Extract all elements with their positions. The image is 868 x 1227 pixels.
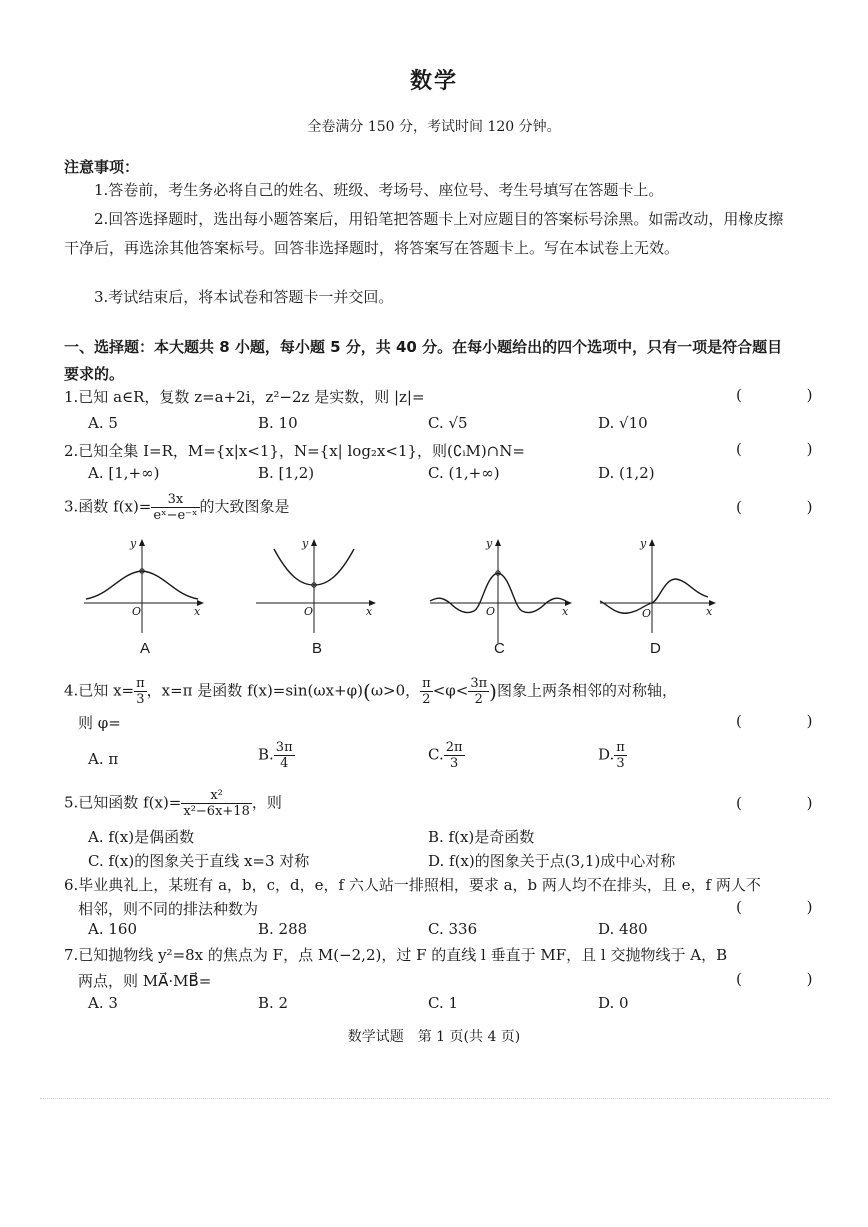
q3-stem-prefix: 3.函数 f(x)= <box>64 497 152 516</box>
q7-option-a: A. 3 <box>88 994 118 1012</box>
q4-option-b-frac <box>274 740 295 771</box>
q1-option-a: A. 5 <box>88 414 118 432</box>
q7-stem-line1: 7.已知抛物线 y²=8x 的焦点为 F，点 M(−2,2)，过 F 的直线 l 垂直于 MF，且 l 交抛物线于 A，B <box>64 946 728 964</box>
notice-item-2: 2.回答选择题时，选出每小题答案后，用铅笔把答题卡上对应题目的答案标号涂黑。如需改动，用橡皮擦干净后，再选涂其他答案标号。回答非选择题时，将答案写在答题卡上。写在本试卷上无效。 <box>64 210 784 257</box>
q2-option-d: D. (1,2) <box>598 464 655 482</box>
q3d-y-label: y <box>640 537 647 550</box>
notice-item-1: 1.答卷前，考生务必将自己的姓名、班级、考场号、座位号、考生号填写在答题卡上。 <box>94 181 664 199</box>
q5-frac-numerator: x² <box>181 788 251 804</box>
q3-graph-b-label: B <box>312 640 323 657</box>
q7-option-c: C. 1 <box>428 994 459 1012</box>
q4-frac-3pi-2-den: 2 <box>474 692 483 707</box>
q3b-y-label: y <box>302 537 309 550</box>
q4-option-d-frac <box>614 740 627 771</box>
q4-stem-line2: 则 φ= <box>78 714 121 732</box>
q3-graph-c-label: C <box>494 640 505 657</box>
q4-option-d-num: π <box>616 740 625 755</box>
q2-answer-paren: ( ) <box>736 440 843 458</box>
q5-option-c: C. f(x)的图象关于直线 x=3 对称 <box>88 852 310 870</box>
q4-stem-c: 图象上两条相邻的对称轴， <box>496 681 677 700</box>
q5-fraction <box>181 788 251 819</box>
q4-lt-phi-lt: <φ< <box>432 681 469 700</box>
exam-title: 数学 <box>409 69 458 94</box>
q7-option-d: D. 0 <box>598 994 629 1012</box>
q4-option-b-den: 4 <box>280 756 289 771</box>
q4-option-d <box>598 740 627 771</box>
q4-option-c-frac <box>444 740 465 771</box>
q5-stem-prefix: 5.已知函数 f(x)= <box>64 793 182 812</box>
q3c-y-label: y <box>486 537 493 550</box>
q4-option-c <box>428 740 465 771</box>
q3d-origin-label: O <box>642 607 652 620</box>
q3-answer-paren: ( ) <box>736 498 843 516</box>
q3a-y-label: y <box>130 537 137 550</box>
q4-frac-pi-3 <box>134 676 147 707</box>
q4-option-d-label: D. <box>598 745 615 764</box>
q4-frac-pi-2-num: π <box>422 676 431 691</box>
q4-option-b-label: B. <box>258 745 274 764</box>
q4-option-d-den: 3 <box>616 756 625 771</box>
notice-item-3: 3.考试结束后，将本试卷和答题卡一并交回。 <box>94 288 394 306</box>
q3c-x-label: x <box>562 605 569 618</box>
q5-answer-paren: ( ) <box>736 794 843 812</box>
q5-stem <box>64 788 282 819</box>
q3a-x-label: x <box>194 605 201 618</box>
q5-stem-suffix: ，则 <box>251 793 282 812</box>
q2-stem: 2.已知全集 I=R，M={x|x<1}，N={x| log₂x<1}，则(∁ᵢM)∩N= <box>64 442 525 460</box>
q7-stem-line2: 两点，则 MA⃗·MB⃗= <box>78 972 212 990</box>
section-heading: 一、选择题：本大题共 8 小题，每小题 5 分，共 40 分。在每小题给出的四个选项中，只有一项是符合题目要求的。 <box>64 338 783 383</box>
q4-answer-paren: ( ) <box>736 712 843 730</box>
q5-option-b: B. f(x)是奇函数 <box>428 828 535 846</box>
q4-stem-line1 <box>64 676 677 707</box>
q4-option-c-den: 3 <box>449 756 459 771</box>
q3c-origin-label: O <box>486 605 496 618</box>
page-footer: 数学试题 第 1 页(共 4 页) <box>347 1029 521 1045</box>
q3-frac-denominator: eˣ−e⁻ˣ <box>153 508 198 523</box>
exam-subtitle: 全卷满分 150 分，考试时间 120 分钟。 <box>307 119 561 135</box>
q6-option-d: D. 480 <box>598 920 648 938</box>
q2-option-c: C. (1,+∞) <box>428 464 500 482</box>
q3b-x-label: x <box>366 605 373 618</box>
q3-graph-c <box>428 535 578 645</box>
q4-frac-pi-3-num: π <box>136 676 145 691</box>
q3-frac-numerator: 3x <box>151 492 199 508</box>
q2-option-a: A. [1,+∞) <box>88 464 160 482</box>
q3-stem <box>64 492 290 523</box>
q5-option-a: A. f(x)是偶函数 <box>88 828 195 846</box>
q5-frac-denominator: x²−6x+18 <box>183 804 250 819</box>
q6-option-c: C. 336 <box>428 920 478 938</box>
q1-option-d: D. √10 <box>598 414 648 432</box>
q6-stem-line1: 6.毕业典礼上，某班有 a，b，c，d，e，f 六人站一排照相，要求 a，b 两人均不在排头，且 e，f 两人不 <box>64 876 761 894</box>
q1-option-c: C. √5 <box>428 414 468 432</box>
q4-option-b <box>258 740 295 771</box>
q4-option-c-num: 2π <box>445 740 463 755</box>
q6-option-a: A. 160 <box>88 920 137 938</box>
q3-graph-d-label: D <box>650 640 661 657</box>
q4-stem-a: 4.已知 x= <box>64 681 135 700</box>
q3-graph-a-label: A <box>140 640 151 657</box>
q4-option-c-label: C. <box>428 745 444 764</box>
q1-answer-paren: ( ) <box>736 386 843 404</box>
q7-answer-paren: ( ) <box>736 970 843 988</box>
q6-answer-paren: ( ) <box>736 898 843 916</box>
q4-option-a: A. π <box>88 750 119 768</box>
q3-graph-d <box>598 535 728 635</box>
q1-stem: 1.已知 a∈R，复数 z=a+2i，z²−2z 是实数，则 |z|= <box>64 388 425 406</box>
q2-option-b: B. [1,2) <box>258 464 315 482</box>
page-divider <box>40 1098 830 1099</box>
q1-option-b: B. 10 <box>258 414 298 432</box>
q4-left-paren: ( <box>363 679 371 704</box>
q5-option-d: D. f(x)的图象关于点(3,1)成中心对称 <box>428 852 676 870</box>
q3-graph-a <box>80 535 210 635</box>
q4-frac-pi-3-den: 3 <box>136 692 145 707</box>
q3-stem-suffix: 的大致图象是 <box>199 497 290 516</box>
q6-stem-line2: 相邻，则不同的排法种数为 <box>78 900 259 918</box>
q6-option-b: B. 288 <box>258 920 308 938</box>
q3d-x-label: x <box>706 605 713 618</box>
q4-option-b-num: 3π <box>275 740 293 755</box>
q3b-origin-label: O <box>304 605 314 618</box>
q3-fraction <box>151 492 199 523</box>
notice-heading: 注意事项： <box>64 158 140 176</box>
q4-right-paren: ) <box>489 679 497 704</box>
q3a-origin-label: O <box>132 605 142 618</box>
q4-frac-3pi-2-num: 3π <box>470 676 488 691</box>
q7-option-b: B. 2 <box>258 994 289 1012</box>
q4-frac-pi-2 <box>420 676 433 707</box>
q3-graph-b <box>252 535 382 635</box>
q4-frac-pi-2-den: 2 <box>422 692 431 707</box>
q4-frac-3pi-2 <box>468 676 489 707</box>
q4-stem-b: ，x=π 是函数 f(x)=sin(ωx+φ) <box>146 681 363 700</box>
q4-cond-a: ω>0， <box>370 681 421 700</box>
